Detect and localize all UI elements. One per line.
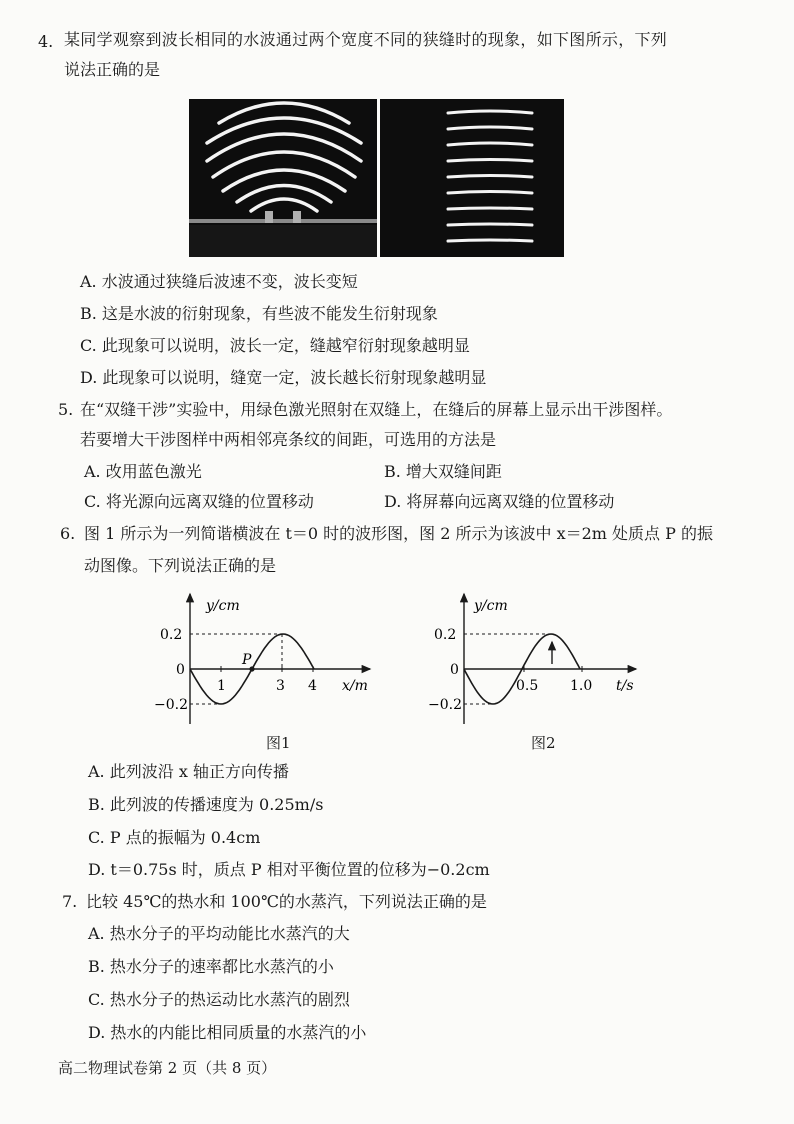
x-tick-4: 4 xyxy=(308,678,317,694)
t-tick-05: 0.5 xyxy=(516,678,539,694)
question-text: 若要增大干涉图样中两相邻亮条纹的间距，可选用的方法是 xyxy=(80,430,497,449)
figure-1-caption: 图1 xyxy=(266,734,291,752)
question-text: 图 1 所示为一列简谐横波在 t＝0 时的波形图，图 2 所示为该波中 x＝2m 处质点 P 的振 xyxy=(84,524,713,543)
point-p-label: P xyxy=(242,652,252,668)
diffraction-photo-wide-slit xyxy=(380,99,564,257)
option-d: D. 此现象可以说明，缝宽一定，波长越长衍射现象越明显 xyxy=(80,368,487,387)
question-text: 说法正确的是 xyxy=(64,60,161,79)
y-axis-label: y/cm xyxy=(474,598,508,614)
option-b: B. 此列波的传播速度为 0.25m/s xyxy=(88,795,324,814)
option-b: B. 增大双缝间距 xyxy=(384,462,502,481)
question-number: 5. xyxy=(58,400,74,419)
question-number: 7. xyxy=(62,892,78,911)
y-tick-top: 0.2 xyxy=(160,627,183,643)
question-number: 4. xyxy=(38,32,54,51)
option-c: C. 将光源向远离双缝的位置移动 xyxy=(84,492,314,511)
option-d: D. t＝0.75s 时，质点 P 相对平衡位置的位移为−0.2cm xyxy=(88,860,490,879)
option-d: D. 将屏幕向远离双缝的位置移动 xyxy=(384,492,615,511)
question-text: 比较 45℃的热水和 100℃的水蒸汽，下列说法正确的是 xyxy=(86,892,487,911)
figure-2-caption: 图2 xyxy=(531,734,556,752)
question-text: 某同学观察到波长相同的水波通过两个宽度不同的狭缝时的现象，如下图所示，下列 xyxy=(64,30,668,49)
y-tick-zero: 0 xyxy=(176,662,185,678)
page-footer: 高二物理试卷第 2 页（共 8 页） xyxy=(58,1059,277,1077)
option-a: A. 改用蓝色激光 xyxy=(84,462,202,481)
option-a: A. 热水分子的平均动能比水蒸汽的大 xyxy=(88,924,350,943)
y-tick-bottom: −0.2 xyxy=(428,697,462,713)
y-tick-top: 0.2 xyxy=(434,627,457,643)
option-c: C. 此现象可以说明，波长一定，缝越窄衍射现象越明显 xyxy=(80,336,470,355)
option-a: A. 此列波沿 x 轴正方向传播 xyxy=(88,762,289,781)
diffraction-photo-narrow-slit xyxy=(189,99,377,257)
vibration-graph-figure-2 xyxy=(424,584,654,734)
y-tick-zero: 0 xyxy=(450,662,459,678)
question-text: 在“双缝干涉”实验中，用绿色激光照射在双缝上，在缝后的屏幕上显示出干涉图样。 xyxy=(80,400,673,419)
option-b: B. 这是水波的衍射现象，有些波不能发生衍射现象 xyxy=(80,304,438,323)
question-text: 动图像。下列说法正确的是 xyxy=(84,556,277,575)
x-axis-label: t/s xyxy=(616,678,634,694)
option-a: A. 水波通过狭缝后波速不变，波长变短 xyxy=(80,272,358,291)
y-tick-bottom: −0.2 xyxy=(154,697,188,713)
y-axis-label: y/cm xyxy=(206,598,240,614)
x-tick-3: 3 xyxy=(276,678,285,694)
t-tick-10: 1.0 xyxy=(570,678,593,694)
option-d: D. 热水的内能比相同质量的水蒸汽的小 xyxy=(88,1023,367,1042)
x-axis-label: x/m xyxy=(342,678,368,694)
x-tick-1: 1 xyxy=(217,678,226,694)
wave-graph-figure-1 xyxy=(150,584,380,734)
option-b: B. 热水分子的速率都比水蒸汽的小 xyxy=(88,957,334,976)
question-number: 6. xyxy=(60,524,76,543)
option-c: C. P 点的振幅为 0.4cm xyxy=(88,828,261,847)
option-c: C. 热水分子的热运动比水蒸汽的剧烈 xyxy=(88,990,350,1009)
